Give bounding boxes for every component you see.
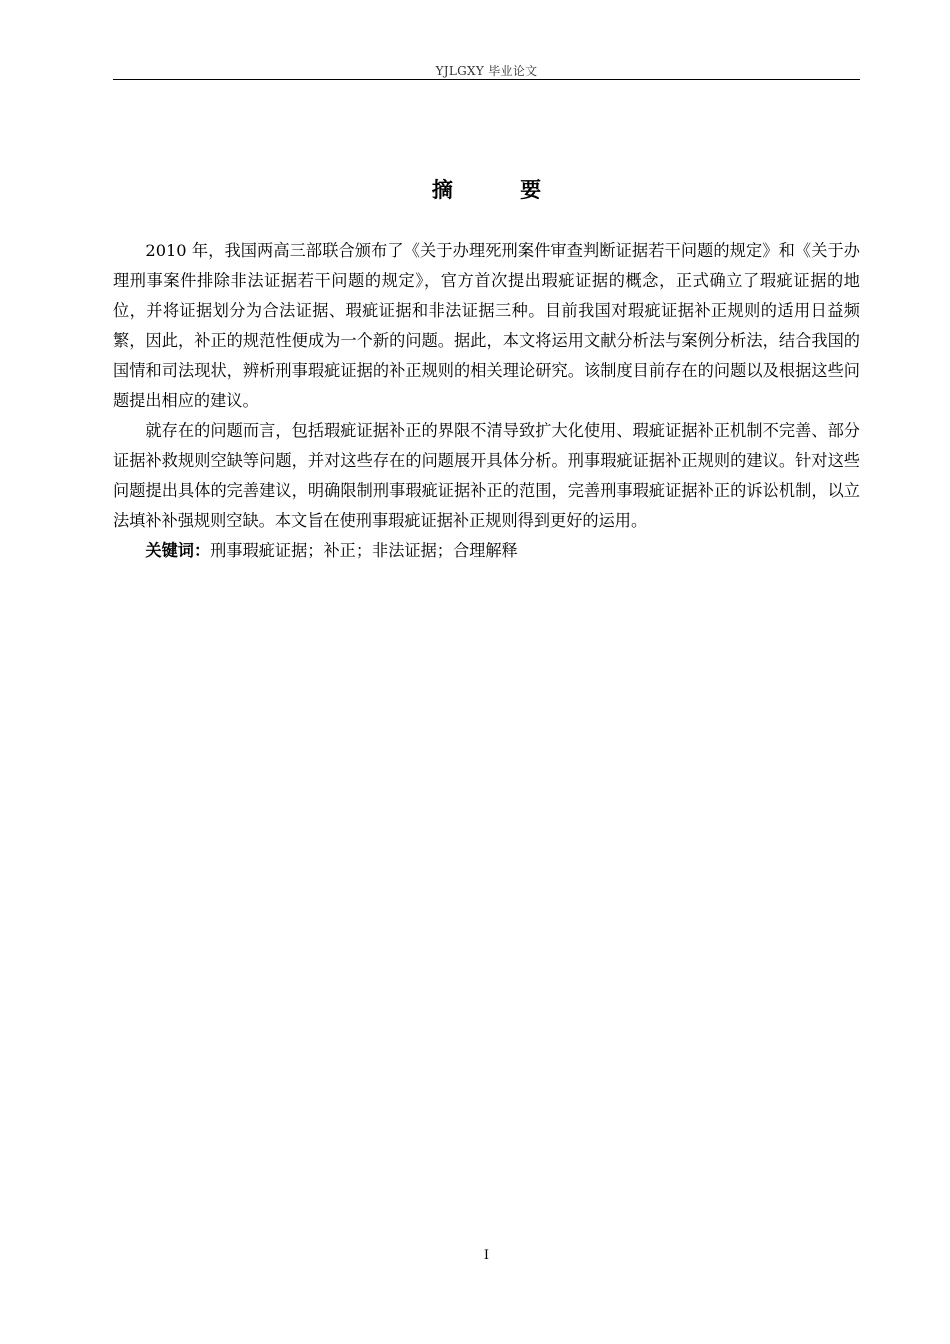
keywords-label: 关键词：	[145, 541, 211, 560]
page-number: I	[483, 1248, 490, 1263]
keywords-line	[113, 536, 860, 566]
abstract-paragraph-1: 2010 年，我国两高三部联合颁布了《关于办理死刑案件审查判断证据若干问题的规定》和《关于办理刑事案件排除非法证据若干问题的规定》，官方首次提出瑕疵证据的概念，正式确立了瑕疵证据的地位，并将证据划分为合法证据、瑕疵证据和非法证据三种。目前我国对瑕疵证据补正规则的适用日益频繁，因此，补正的规范性便成为一个新的问题。据此，本文将运用文献分析法与案例分析法，结合我国的国情和司法现状，辨析刑事瑕疵证据的补正规则的相关理论研究。该制度目前存在的问题以及根据这些问题提出相应的建议。	[113, 241, 860, 410]
abstract-body	[113, 236, 860, 566]
page-header: YJLGXY 毕业论文	[435, 64, 538, 78]
keywords-text: 刑事瑕疵证据；补正；非法证据；合理解释	[210, 541, 518, 560]
abstract-title: 摘 要	[431, 178, 572, 202]
header-rule	[113, 79, 860, 80]
abstract-paragraph-2: 就存在的问题而言，包括瑕疵证据补正的界限不清导致扩大化使用、瑕疵证据补正机制不完善、部分证据补救规则空缺等问题，并对这些存在的问题展开具体分析。刑事瑕疵证据补正规则的建议。针对这些问题提出具体的完善建议，明确限制刑事瑕疵证据补正的范围，完善刑事瑕疵证据补正的诉讼机制，以立法填补补强规则空缺。本文旨在使刑事瑕疵证据补正规则得到更好的运用。	[113, 421, 860, 530]
